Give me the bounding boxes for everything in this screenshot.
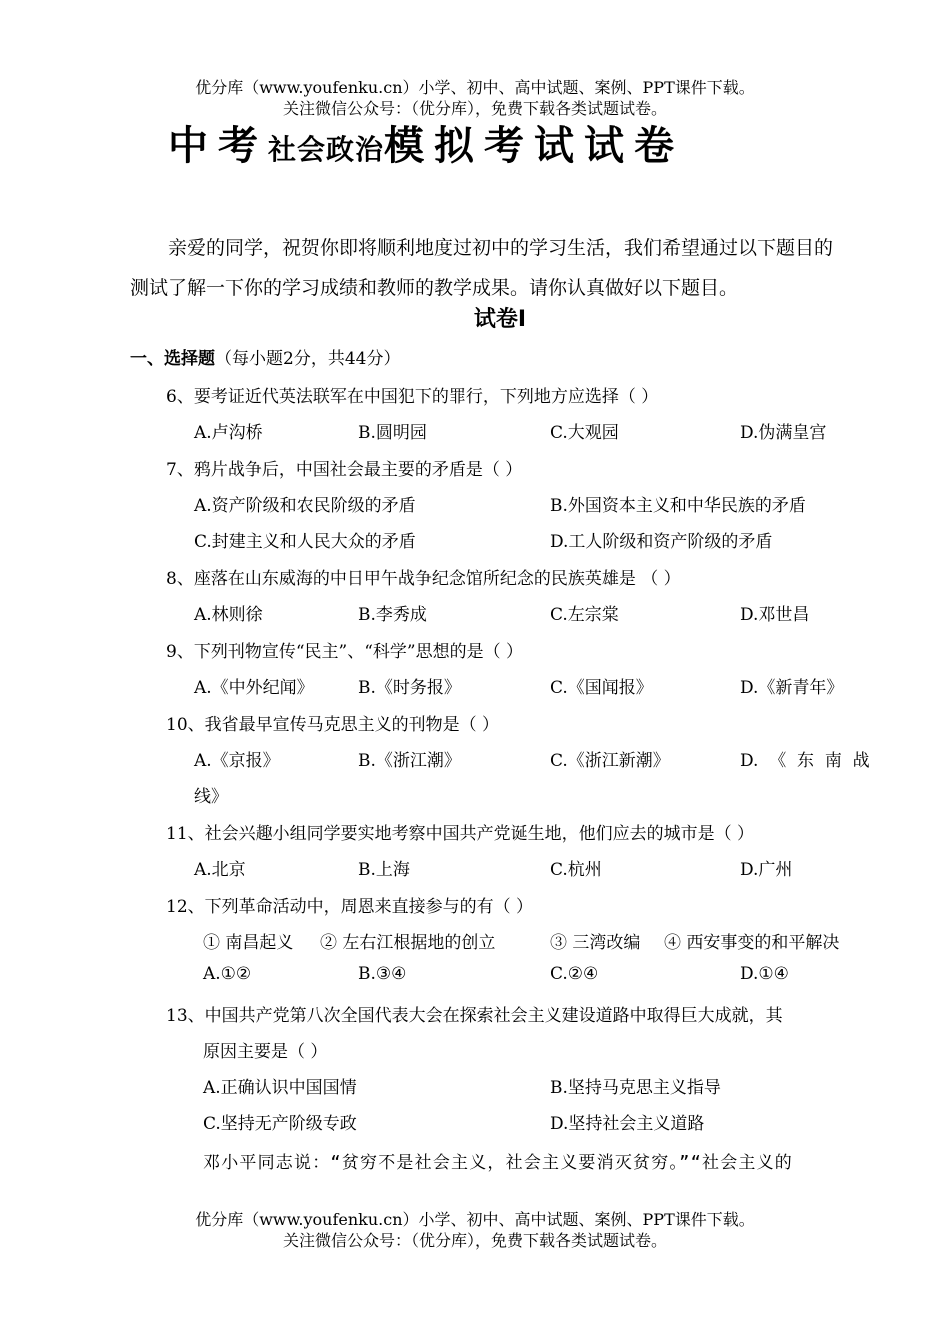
question-6-stem: 6、要考证近代英法联军在中国犯下的罪行，下列地方应选择（ ） — [166, 387, 659, 407]
question-7-stem: 7、鸦片战争后，中国社会最主要的矛盾是（ ） — [166, 460, 523, 480]
question-13-stem-2: 原因主要是（ ） — [203, 1042, 328, 1062]
question-11-stem: 11、社会兴趣小组同学要实地考察中国共产党诞生地，他们应去的城市是（ ） — [166, 824, 755, 844]
item: ③ 三湾改编 — [550, 933, 641, 953]
option[interactable]: C.②④ — [550, 964, 599, 984]
option[interactable]: A.资产阶级和农民阶级的矛盾 — [194, 496, 416, 516]
title-part-2: 社会政治 — [268, 133, 385, 166]
option[interactable]: A.《中外纪闻》 — [194, 678, 314, 698]
option[interactable]: A.《京报》 — [194, 751, 280, 771]
question-12-items — [0, 928, 950, 952]
question-9-stem: 9、下列刊物宣传“民主”、“科学”思想的是（ ） — [166, 642, 523, 662]
option[interactable]: C.《浙江新潮》 — [550, 751, 670, 771]
option[interactable]: B.李秀成 — [358, 605, 427, 625]
title-part-1: 中考 — [168, 122, 268, 169]
item: ④ 西安事变的和平解决 — [664, 933, 840, 953]
question-12-options — [0, 964, 950, 988]
question-10-options — [0, 746, 950, 770]
intro-paragraph — [130, 228, 875, 308]
option[interactable]: A.北京 — [194, 860, 246, 880]
option[interactable]: A.卢沟桥 — [194, 423, 263, 443]
intro-line-1: 亲爱的同学，祝贺你即将顺利地度过初中的学习生活，我们希望通过以下题目的 — [168, 237, 834, 259]
option[interactable]: D.邓世昌 — [740, 605, 810, 625]
question-7-options-row-1 — [0, 491, 950, 515]
header-line-2: 关注微信公众号：（优分库），免费下载各类试题试卷。 — [282, 99, 667, 118]
option[interactable]: B.上海 — [358, 860, 410, 880]
option[interactable]: C.杭州 — [550, 860, 602, 880]
option[interactable]: C.大观园 — [550, 423, 619, 443]
question-8-stem: 8、座落在山东威海的中日甲午战争纪念馆所纪念的民族英雄是 （ ） — [166, 569, 681, 589]
footer-line-2: 关注微信公众号：（优分库），免费下载各类试题试卷。 — [282, 1231, 667, 1250]
item: ② 左右江根据地的创立 — [320, 933, 496, 953]
option[interactable]: D.坚持社会主义道路 — [550, 1114, 705, 1134]
question-10-continuation-row — [0, 782, 950, 806]
option[interactable]: B.《时务报》 — [358, 678, 461, 698]
question-11-options — [0, 855, 950, 879]
option[interactable]: D.广州 — [740, 860, 793, 880]
option[interactable]: D.①④ — [740, 964, 789, 984]
section-heading — [130, 344, 400, 369]
option[interactable]: B.③④ — [358, 964, 407, 984]
option[interactable]: B.《浙江潮》 — [358, 751, 461, 771]
question-8-options — [0, 600, 950, 624]
option[interactable]: B.外国资本主义和中华民族的矛盾 — [550, 496, 806, 516]
option[interactable]: C.封建主义和人民大众的矛盾 — [194, 532, 416, 552]
option[interactable]: D. 《 东 南 战 — [740, 751, 870, 771]
option[interactable]: C.坚持无产阶级专政 — [203, 1114, 357, 1134]
option[interactable]: C.左宗棠 — [550, 605, 619, 625]
quote-line: 邓小平同志说：“贫穷不是社会主义，社会主义要消灭贫穷。”“社会主义的 — [203, 1153, 794, 1173]
header-line-1: 优分库（www.youfenku.cn）小学、初中、高中试题、案例、PPT课件下载。 — [195, 78, 755, 97]
section-note: （每小题2分，共44分） — [215, 349, 401, 369]
paper-label: 试卷Ⅰ — [473, 307, 527, 332]
option[interactable]: A.正确认识中国国情 — [203, 1078, 357, 1098]
option[interactable]: A.林则徐 — [194, 605, 263, 625]
option[interactable]: D.《新青年》 — [740, 678, 844, 698]
option[interactable]: A.①② — [203, 964, 252, 984]
question-10-stem: 10、我省最早宣传马克思主义的刊物是（ ） — [166, 715, 500, 735]
question-9-options — [0, 673, 950, 697]
question-13-stem: 13、中国共产党第八次全国代表大会在探索社会主义建设道路中取得巨大成就，其 — [166, 1006, 783, 1026]
item: ① 南昌起义 — [203, 933, 294, 953]
title-part-3: 模拟考试试卷 — [384, 122, 685, 169]
question-13-options-row-1 — [0, 1073, 950, 1097]
question-6-options — [0, 418, 950, 442]
question-13-options-row-2 — [0, 1109, 950, 1133]
option[interactable]: C.《国闻报》 — [550, 678, 653, 698]
question-7-options-row-2 — [0, 527, 950, 551]
question-12-stem: 12、下列革命活动中，周恩来直接参与的有（ ） — [166, 897, 534, 917]
footer-line-1: 优分库（www.youfenku.cn）小学、初中、高中试题、案例、PPT课件下载。 — [195, 1210, 755, 1229]
option-continuation: 线》 — [194, 787, 228, 807]
option[interactable]: B.圆明园 — [358, 423, 427, 443]
option[interactable]: D.伪满皇宫 — [740, 423, 827, 443]
page-title — [168, 114, 684, 171]
section-name: 一、选择题 — [130, 349, 215, 369]
option[interactable]: B.坚持马克思主义指导 — [550, 1078, 721, 1098]
option[interactable]: D.工人阶级和资产阶级的矛盾 — [550, 532, 773, 552]
intro-line-2: 测试了解一下你的学习成绩和教师的教学成果。请你认真做好以下题目。 — [130, 277, 739, 299]
